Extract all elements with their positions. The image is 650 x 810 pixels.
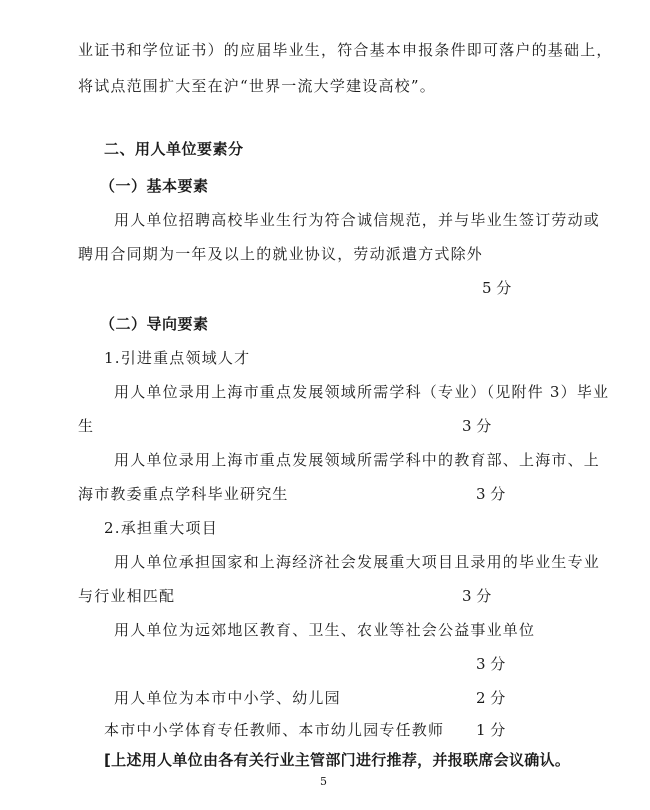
score-value: 2 分: [476, 689, 506, 707]
paragraph-line: 用人单位为远郊地区教育、卫生、农业等社会公益事业单位: [114, 621, 536, 639]
paragraph-line: 用人单位录用上海市重点发展领域所需学科中的教育部、上海市、上: [114, 451, 601, 469]
paragraph-line: 本市中小学体育专任教师、本市幼儿园专任教师: [104, 721, 445, 739]
score-value: 1 分: [476, 721, 506, 739]
score-value: 3 分: [476, 485, 506, 503]
score-value: 3 分: [462, 417, 492, 435]
paragraph-line: 用人单位录用上海市重点发展领域所需学科（专业）（见附件 3）毕业: [114, 383, 610, 401]
item-heading: 2.承担重大项目: [104, 519, 218, 537]
item-heading: 1.引进重点领域人才: [104, 349, 251, 367]
paragraph-line: 聘用合同期为一年及以上的就业协议，劳动派遣方式除外: [78, 245, 484, 263]
score-value: 3 分: [476, 655, 506, 673]
paragraph-line: 将试点范围扩大至在沪“世界一流大学建设高校”。: [78, 77, 436, 95]
paragraph-line: 用人单位承担国家和上海经济社会发展重大项目且录用的毕业生专业: [114, 553, 601, 571]
note-line: [上述用人单位由各有关行业主管部门进行推荐，并报联席会议确认。: [104, 751, 571, 769]
paragraph-line: 生: [78, 417, 95, 435]
paragraph-line: 用人单位为本市中小学、幼儿园: [114, 689, 341, 707]
score-value: 3 分: [462, 587, 492, 605]
section-heading: 二、用人单位要素分: [104, 140, 244, 158]
paragraph-line: 海市教委重点学科毕业研究生: [78, 485, 289, 503]
subsection-heading: （一）基本要素: [100, 177, 209, 195]
page-number: 5: [320, 775, 327, 788]
score-value: 5 分: [482, 279, 512, 297]
paragraph-line: 与行业相匹配: [78, 587, 176, 605]
subsection-heading: （二）导向要素: [100, 315, 209, 333]
paragraph-line: 业证书和学位证书）的应届毕业生，符合基本申报条件即可落户的基础上，: [78, 41, 613, 59]
paragraph-line: 用人单位招聘高校毕业生行为符合诚信规范，并与毕业生签订劳动或: [114, 211, 601, 229]
